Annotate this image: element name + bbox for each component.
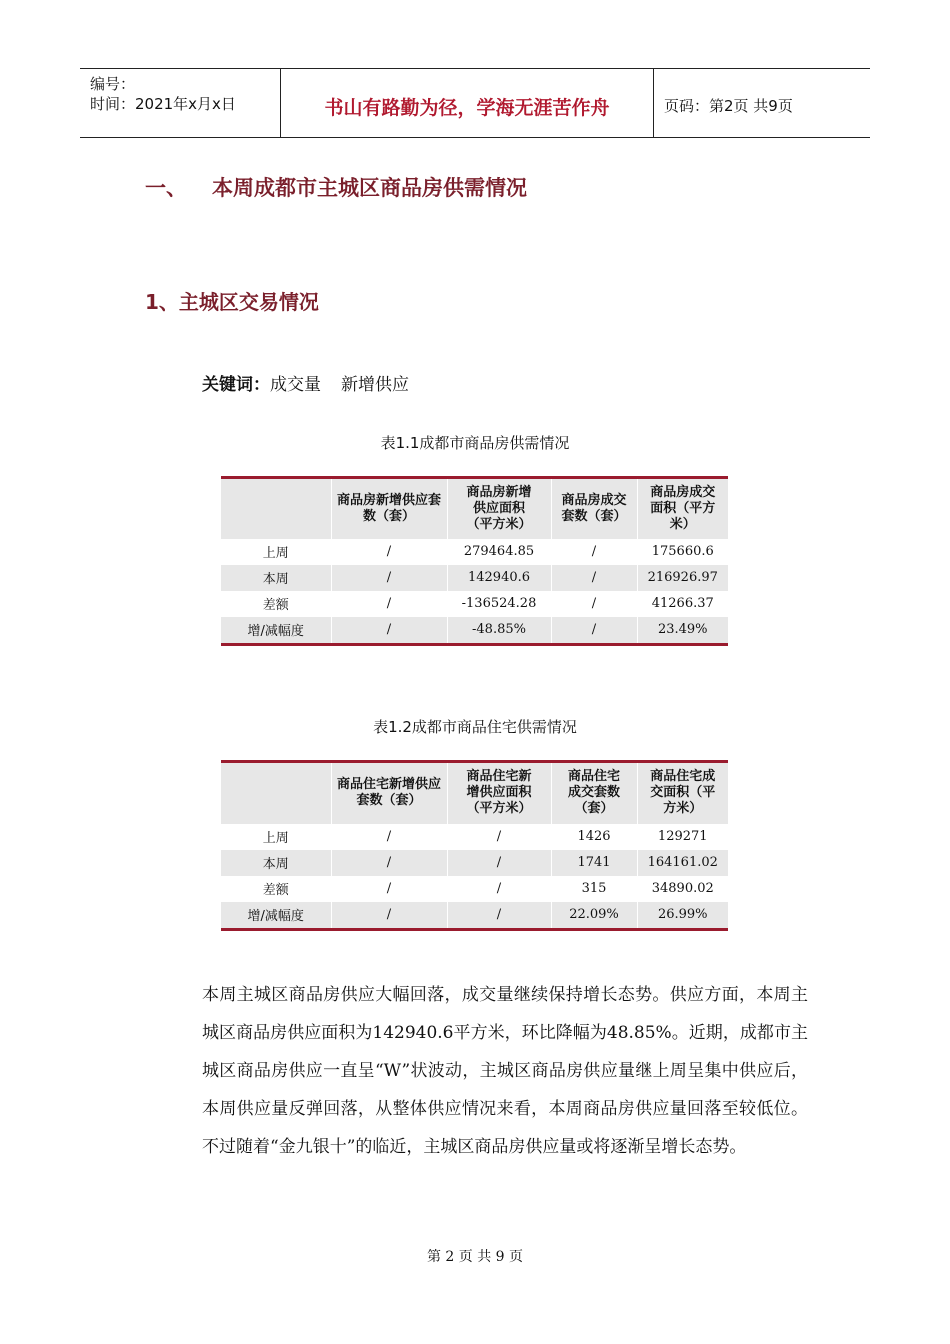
table-cell: / <box>331 902 447 930</box>
table-header-cell <box>221 478 331 539</box>
keyword-item: 成交量 <box>270 375 321 395</box>
table-cell: 279464.85 <box>447 539 551 565</box>
table-header-cell <box>221 762 331 824</box>
table-cell: / <box>447 850 551 876</box>
table-row <box>221 876 728 902</box>
keywords-line <box>202 370 409 395</box>
table-cell: / <box>331 850 447 876</box>
table-cell: 26.99% <box>637 902 728 930</box>
table-header-cell: 商品房成交面积（平方米） <box>637 478 728 539</box>
table-header-cell: 商品住宅新增供应面积（平方米） <box>447 762 551 824</box>
commercial-housing-table <box>221 476 728 646</box>
section-heading <box>145 172 527 202</box>
table-header-row <box>221 762 728 824</box>
table-cell: / <box>447 902 551 930</box>
residential-housing-table <box>221 760 728 931</box>
table-cell: 34890.02 <box>637 876 728 902</box>
table-row <box>221 591 728 617</box>
subsection-heading: 1、主城区交易情况 <box>145 290 319 314</box>
table-cell: -48.85% <box>447 617 551 645</box>
table-cell: 增/减幅度 <box>221 902 331 930</box>
header-time-label: 时间：2021年x月x日 <box>90 95 236 113</box>
table-row <box>221 565 728 591</box>
table-cell: 129271 <box>637 824 728 850</box>
table-cell: / <box>447 876 551 902</box>
keywords-label: 关键词： <box>202 375 270 395</box>
section-title: 本周成都市主城区商品房供需情况 <box>212 176 527 200</box>
header-motto-cell <box>281 69 654 137</box>
table-header-cell: 商品房新增供应面积（平方米） <box>447 478 551 539</box>
table-cell: 上周 <box>262 831 289 846</box>
header-motto: 书山有路勤为径，学海无涯苦作舟 <box>324 97 610 119</box>
table-header-cell: 商品住宅成交面积（平方米） <box>637 762 728 824</box>
table-cell: 142940.6 <box>447 565 551 591</box>
table-cell: 1741 <box>551 850 637 876</box>
table-row <box>221 539 728 565</box>
table2-caption: 表1.2成都市商品住宅供需情况 <box>373 718 577 736</box>
table-cell: 差额 <box>262 883 289 898</box>
table-cell: 上周 <box>262 546 289 561</box>
keyword-item: 新增供应 <box>341 375 409 395</box>
header-number-label: 编号： <box>90 75 136 93</box>
table-cell: -136524.28 <box>447 591 551 617</box>
header-page-cell <box>654 69 870 137</box>
table-row <box>221 824 728 850</box>
table-header-cell: 商品住宅成交套数（套） <box>551 762 637 824</box>
page-footer: 第 2 页 共 9 页 <box>426 1249 524 1265</box>
table-cell: 22.09% <box>551 902 637 930</box>
table-cell: 315 <box>551 876 637 902</box>
table-cell: 41266.37 <box>637 591 728 617</box>
table-header-cell: 商品房成交套数（套） <box>551 478 637 539</box>
table-cell: / <box>331 876 447 902</box>
table-cell: 1426 <box>551 824 637 850</box>
table-cell: 差额 <box>262 598 289 613</box>
table-cell: / <box>331 617 447 645</box>
table-row <box>221 617 728 645</box>
header-page-label: 页码：第2页 共9页 <box>664 97 793 115</box>
header-meta-cell <box>80 69 281 137</box>
table-cell: / <box>331 824 447 850</box>
table-cell: / <box>551 617 637 645</box>
table-cell: / <box>447 824 551 850</box>
table-row <box>221 902 728 930</box>
table-header-cell: 商品房新增供应套数（套） <box>331 478 447 539</box>
table-cell: 216926.97 <box>637 565 728 591</box>
table-cell: 增/减幅度 <box>221 617 331 645</box>
table-cell: 本周 <box>221 850 331 876</box>
body-paragraph: 本周主城区商品房供应大幅回落，成交量继续保持增长态势。供应方面，本周主城区商品房供应面积为142940.6平方米，环比降幅为48.85%。近期，成都市主城区商品房供应一直呈“W”状波动，主城区商品房供应量继上周呈集中供应后，本周供应量反弹回落，从整体供应情况来看，本周商品房供应量回落至较低位。不过随着“金九银十”的临近，主城区商品房供应量或将逐渐呈增长态势。 <box>202 985 808 1157</box>
table-cell: / <box>331 565 447 591</box>
section-number: 一、 <box>145 176 187 200</box>
table-cell: 23.49% <box>637 617 728 645</box>
table-cell: / <box>331 591 447 617</box>
table1-caption: 表1.1成都市商品房供需情况 <box>380 434 570 452</box>
table-header-row <box>221 478 728 539</box>
table-cell: / <box>551 539 637 565</box>
table-cell: 本周 <box>221 565 331 591</box>
table-cell: / <box>551 591 637 617</box>
table-header-cell: 商品住宅新增供应套数（套） <box>331 762 447 824</box>
document-header <box>80 68 870 138</box>
table-cell: 164161.02 <box>637 850 728 876</box>
table-cell: 175660.6 <box>637 539 728 565</box>
table-cell: / <box>551 565 637 591</box>
table-cell: / <box>331 539 447 565</box>
table-row <box>221 850 728 876</box>
